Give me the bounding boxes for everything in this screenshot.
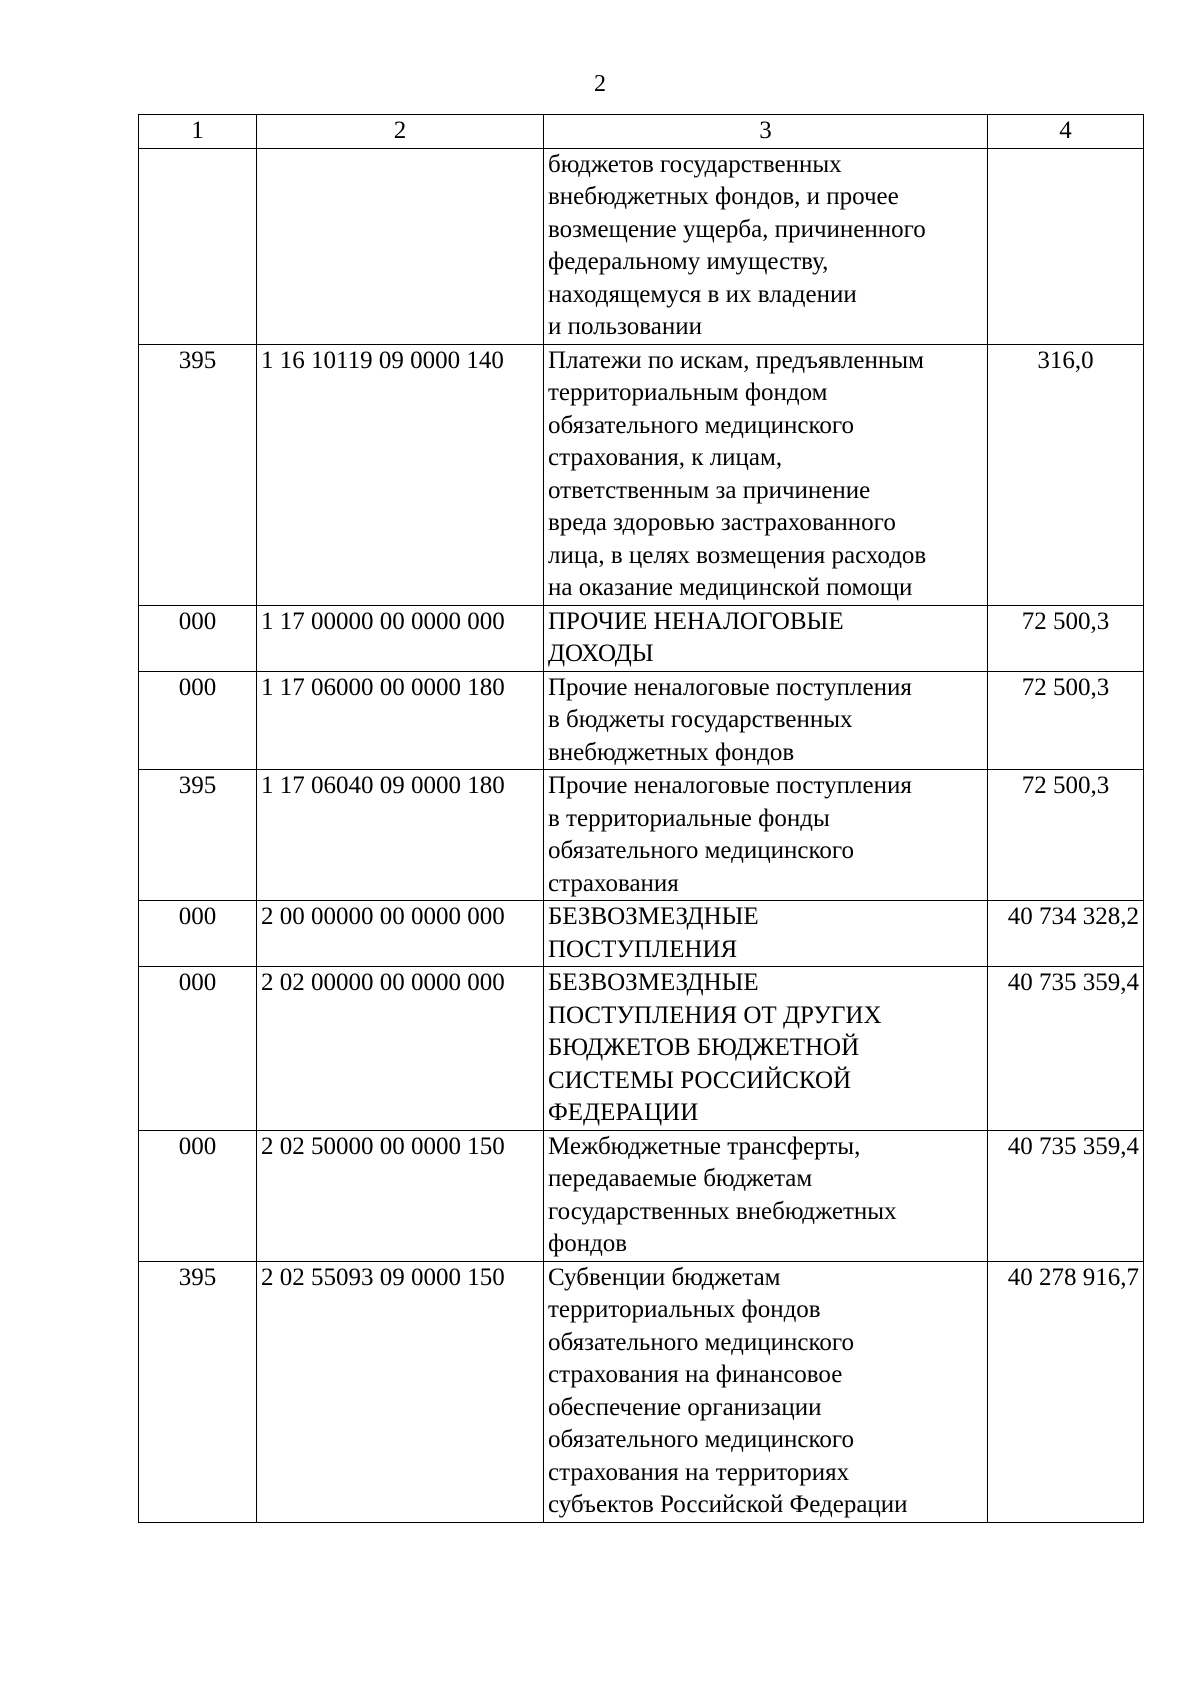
row-description-line: обязательного медицинского — [548, 1426, 855, 1453]
row-description-line: Прочие неналоговые поступления — [548, 673, 912, 701]
row-description-line: Субвенции бюджетам — [548, 1263, 781, 1291]
row-description-line: внебюджетных фондов — [548, 738, 795, 766]
row-amount: 40 734 328,2 — [988, 901, 1144, 967]
column-header-4: 4 — [988, 115, 1144, 149]
row-description-line: страхования — [548, 869, 679, 897]
row-description-line: ПРОЧИЕ НЕНАЛОГОВЫЕ — [548, 607, 844, 635]
row-admin-code: 395 — [139, 770, 257, 901]
row-budget-classification-code: 1 16 10119 09 0000 140 — [257, 344, 544, 605]
row-description-line: внебюджетных фондов, и прочее — [548, 183, 899, 210]
row-description-line: ФЕДЕРАЦИИ — [548, 1099, 699, 1126]
row-admin-code: 000 — [139, 967, 257, 1131]
row-budget-classification-code: 2 02 50000 00 0000 150 — [257, 1130, 544, 1261]
table-row — [139, 605, 1144, 671]
row-description-line: обеспечение организации — [548, 1393, 822, 1421]
row-budget-classification-code: 2 02 00000 00 0000 000 — [257, 967, 544, 1131]
row-description-line: обязательного медицинского — [548, 411, 855, 439]
row-amount: 40 735 359,4 — [988, 1130, 1144, 1261]
row-description-line: лица, в целях возмещения расходов — [548, 541, 927, 569]
row-description-line: вреда здоровью застрахованного — [548, 509, 896, 536]
row-description — [544, 148, 988, 344]
table-row — [139, 344, 1144, 605]
row-description-line: в территориальные фонды — [548, 804, 830, 832]
row-description-line: субъектов Российской Федерации — [548, 1491, 908, 1518]
row-description-line: Межбюджетные трансферты, — [548, 1132, 861, 1160]
row-description-line: на оказание медицинской помощи — [548, 574, 913, 601]
column-header-3: 3 — [544, 115, 988, 149]
row-description-line: возмещение ущерба, причиненного — [548, 215, 926, 243]
row-description-line: страхования, к лицам, — [548, 444, 783, 471]
row-description-line: и пользовании — [548, 313, 702, 340]
table-row — [139, 967, 1144, 1131]
row-description-line: государственных внебюджетных — [548, 1197, 897, 1225]
row-description-line: Прочие неналоговые поступления — [548, 772, 912, 799]
row-description — [544, 770, 988, 901]
row-budget-classification-code: 2 02 55093 09 0000 150 — [257, 1261, 544, 1522]
row-description-line: СИСТЕМЫ РОССИЙСКОЙ — [548, 1066, 852, 1094]
row-admin-code — [139, 148, 257, 344]
table-row — [139, 1130, 1144, 1261]
page-number: 2 — [594, 71, 606, 97]
column-header-2: 2 — [257, 115, 544, 149]
row-description-line: страхования на территориях — [548, 1458, 850, 1486]
row-description-line: БЮДЖЕТОВ БЮДЖЕТНОЙ — [548, 1034, 860, 1061]
row-description-line: БЕЗВОЗМЕЗДНЫЕ — [548, 969, 759, 996]
row-description — [544, 605, 988, 671]
row-description-line: ПОСТУПЛЕНИЯ ОТ ДРУГИХ — [548, 1001, 882, 1029]
row-admin-code: 395 — [139, 344, 257, 605]
row-description-line: обязательного медицинского — [548, 1328, 855, 1356]
row-description-line: Платежи по искам, предъявленным — [548, 346, 924, 374]
row-description-line: ДОХОДЫ — [548, 640, 654, 667]
row-description-line: федеральному имуществу, — [548, 248, 829, 275]
row-admin-code: 000 — [139, 605, 257, 671]
row-admin-code: 000 — [139, 671, 257, 770]
row-description-line: БЕЗВОЗМЕЗДНЫЕ — [548, 903, 759, 930]
row-description-line: ПОСТУПЛЕНИЯ — [548, 935, 738, 963]
row-description-line: находящемуся в их владении — [548, 280, 857, 308]
table-row — [139, 148, 1144, 344]
row-amount: 72 500,3 — [988, 770, 1144, 901]
row-amount: 316,0 — [988, 344, 1144, 605]
row-amount: 40 278 916,7 — [988, 1261, 1144, 1522]
row-admin-code: 000 — [139, 1130, 257, 1261]
row-description — [544, 967, 988, 1131]
row-description — [544, 344, 988, 605]
row-description — [544, 671, 988, 770]
row-budget-classification-code: 1 17 06000 00 0000 180 — [257, 671, 544, 770]
row-description-line: фондов — [548, 1230, 628, 1257]
row-description-line: страхования на финансовое — [548, 1361, 843, 1388]
row-description-line: передаваемые бюджетам — [548, 1165, 813, 1192]
row-description — [544, 1130, 988, 1261]
row-description-line: обязательного медицинского — [548, 837, 855, 864]
table-header-row — [139, 115, 1144, 149]
table-row — [139, 671, 1144, 770]
row-description — [544, 1261, 988, 1522]
row-budget-classification-code: 1 17 06040 09 0000 180 — [257, 770, 544, 901]
table-row — [139, 901, 1144, 967]
row-admin-code: 000 — [139, 901, 257, 967]
row-amount: 40 735 359,4 — [988, 967, 1144, 1131]
row-budget-classification-code — [257, 148, 544, 344]
row-description-line: ответственным за причинение — [548, 476, 871, 504]
row-amount — [988, 148, 1144, 344]
row-amount: 72 500,3 — [988, 605, 1144, 671]
budget-revenue-table — [138, 114, 1144, 1523]
row-budget-classification-code: 2 00 00000 00 0000 000 — [257, 901, 544, 967]
row-description-line: территориальным фондом — [548, 379, 828, 406]
row-budget-classification-code: 1 17 00000 00 0000 000 — [257, 605, 544, 671]
table-row — [139, 770, 1144, 901]
row-description-line: в бюджеты государственных — [548, 706, 853, 733]
table-row — [139, 1261, 1144, 1522]
row-description-line: территориальных фондов — [548, 1296, 821, 1323]
row-amount: 72 500,3 — [988, 671, 1144, 770]
row-description-line: бюджетов государственных — [548, 150, 842, 178]
row-description — [544, 901, 988, 967]
column-header-1: 1 — [139, 115, 257, 149]
row-admin-code: 395 — [139, 1261, 257, 1522]
